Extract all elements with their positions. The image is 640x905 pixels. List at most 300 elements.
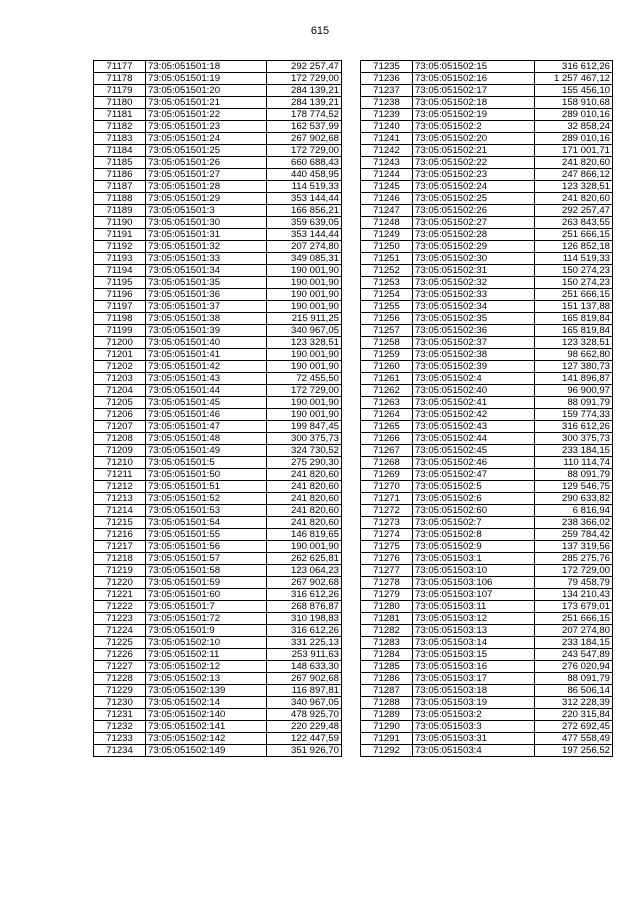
table-row: [94, 625, 342, 637]
value-cell: 247 866,12: [535, 169, 613, 181]
cadastral-number-cell: 73:05:051503:18: [413, 685, 535, 697]
cadastral-number-cell: 73:05:051502:141: [146, 721, 267, 733]
row-number-cell: 71199: [94, 325, 146, 337]
row-number-cell: 71241: [361, 133, 413, 145]
table-row: [94, 469, 342, 481]
row-number-cell: 71290: [361, 721, 413, 733]
row-number-cell: 71195: [94, 277, 146, 289]
table-row: [94, 421, 342, 433]
row-number-cell: 71254: [361, 289, 413, 301]
row-number-cell: 71200: [94, 337, 146, 349]
row-number-cell: 71271: [361, 493, 413, 505]
cadastral-number-cell: 73:05:051502:17: [413, 85, 535, 97]
value-cell: 88 091,79: [535, 397, 613, 409]
value-cell: 116 897,81: [267, 685, 342, 697]
cadastral-number-cell: 73:05:051501:24: [146, 133, 267, 145]
cadastral-number-cell: 73:05:051501:23: [146, 121, 267, 133]
value-cell: 190 001,90: [267, 361, 342, 373]
cadastral-number-cell: 73:05:051501:43: [146, 373, 267, 385]
cadastral-number-cell: 73:05:051501:37: [146, 301, 267, 313]
row-number-cell: 71263: [361, 397, 413, 409]
value-cell: 134 210,43: [535, 589, 613, 601]
row-number-cell: 71235: [361, 61, 413, 73]
value-cell: 285 275,76: [535, 553, 613, 565]
cadastral-number-cell: 73:05:051501:9: [146, 625, 267, 637]
value-cell: 126 852,18: [535, 241, 613, 253]
value-cell: 178 774,52: [267, 109, 342, 121]
cadastral-number-cell: 73:05:051502:40: [413, 385, 535, 397]
value-cell: 284 139,21: [267, 97, 342, 109]
row-number-cell: 71268: [361, 457, 413, 469]
row-number-cell: 71264: [361, 409, 413, 421]
value-cell: 660 688,43: [267, 157, 342, 169]
value-cell: 251 666,15: [535, 289, 613, 301]
table-row: [94, 337, 342, 349]
table-row: [361, 733, 613, 745]
cadastral-number-cell: 73:05:051502:41: [413, 397, 535, 409]
table-row: [94, 349, 342, 361]
table-row: [361, 97, 613, 109]
value-cell: 72 455,50: [267, 373, 342, 385]
cadastral-number-cell: 73:05:051503:16: [413, 661, 535, 673]
cadastral-table-right: [360, 60, 613, 757]
table-row: [94, 289, 342, 301]
table-row: [94, 577, 342, 589]
value-cell: 165 819,84: [535, 325, 613, 337]
table-row: [361, 577, 613, 589]
cadastral-number-cell: 73:05:051502:45: [413, 445, 535, 457]
table-row: [361, 385, 613, 397]
value-cell: 238 366,02: [535, 517, 613, 529]
row-number-cell: 71185: [94, 157, 146, 169]
row-number-cell: 71207: [94, 421, 146, 433]
row-number-cell: 71203: [94, 373, 146, 385]
value-cell: 220 229,48: [267, 721, 342, 733]
page-number: 615: [310, 25, 330, 37]
row-number-cell: 71198: [94, 313, 146, 325]
value-cell: 1 257 467,12: [535, 73, 613, 85]
cadastral-number-cell: 73:05:051502:7: [413, 517, 535, 529]
table-row: [361, 193, 613, 205]
row-number-cell: 71234: [94, 745, 146, 757]
cadastral-number-cell: 73:05:051502:8: [413, 529, 535, 541]
table-row: [94, 301, 342, 313]
cadastral-number-cell: 73:05:051501:52: [146, 493, 267, 505]
value-cell: 172 729,00: [267, 385, 342, 397]
row-number-cell: 71181: [94, 109, 146, 121]
table-row: [361, 421, 613, 433]
row-number-cell: 71186: [94, 169, 146, 181]
cadastral-number-cell: 73:05:051502:24: [413, 181, 535, 193]
row-number-cell: 71216: [94, 529, 146, 541]
row-number-cell: 71262: [361, 385, 413, 397]
row-number-cell: 71266: [361, 433, 413, 445]
cadastral-number-cell: 73:05:051503:13: [413, 625, 535, 637]
table-row: [94, 181, 342, 193]
value-cell: 172 729,00: [267, 145, 342, 157]
cadastral-number-cell: 73:05:051501:20: [146, 85, 267, 97]
value-cell: 340 967,05: [267, 325, 342, 337]
row-number-cell: 71190: [94, 217, 146, 229]
table-row: [361, 61, 613, 73]
row-number-cell: 71247: [361, 205, 413, 217]
value-cell: 141 896,87: [535, 373, 613, 385]
value-cell: 150 274,23: [535, 277, 613, 289]
cadastral-number-cell: 73:05:051503:106: [413, 577, 535, 589]
value-cell: 159 774,33: [535, 409, 613, 421]
row-number-cell: 71285: [361, 661, 413, 673]
table-row: [361, 673, 613, 685]
cadastral-number-cell: 73:05:051503:17: [413, 673, 535, 685]
table-row: [361, 709, 613, 721]
row-number-cell: 71269: [361, 469, 413, 481]
row-number-cell: 71244: [361, 169, 413, 181]
cadastral-number-cell: 73:05:051503:11: [413, 601, 535, 613]
table-row: [94, 553, 342, 565]
cadastral-number-cell: 73:05:051501:31: [146, 229, 267, 241]
table-row: [361, 565, 613, 577]
table-row: [361, 541, 613, 553]
row-number-cell: 71251: [361, 253, 413, 265]
row-number-cell: 71282: [361, 625, 413, 637]
value-cell: 172 729,00: [535, 565, 613, 577]
table-row: [361, 433, 613, 445]
cadastral-number-cell: 73:05:051502:13: [146, 673, 267, 685]
row-number-cell: 71191: [94, 229, 146, 241]
table-row: [361, 253, 613, 265]
cadastral-number-cell: 73:05:051501:56: [146, 541, 267, 553]
cadastral-number-cell: 73:05:051503:15: [413, 649, 535, 661]
table-row: [361, 625, 613, 637]
cadastral-number-cell: 73:05:051502:9: [413, 541, 535, 553]
value-cell: 96 900,97: [535, 385, 613, 397]
row-number-cell: 71223: [94, 613, 146, 625]
value-cell: 110 114,74: [535, 457, 613, 469]
table-row: [361, 241, 613, 253]
table-row: [94, 673, 342, 685]
table-row: [361, 481, 613, 493]
value-cell: 241 820,60: [267, 517, 342, 529]
table-row: [361, 337, 613, 349]
value-cell: 207 274,80: [535, 625, 613, 637]
row-number-cell: 71289: [361, 709, 413, 721]
cadastral-number-cell: 73:05:051502:18: [413, 97, 535, 109]
row-number-cell: 71236: [361, 73, 413, 85]
table-row: [94, 217, 342, 229]
row-number-cell: 71215: [94, 517, 146, 529]
value-cell: 477 558,49: [535, 733, 613, 745]
value-cell: 340 967,05: [267, 697, 342, 709]
value-cell: 171 001,71: [535, 145, 613, 157]
value-cell: 290 633,82: [535, 493, 613, 505]
cadastral-number-cell: 73:05:051501:26: [146, 157, 267, 169]
row-number-cell: 71291: [361, 733, 413, 745]
table-row: [361, 409, 613, 421]
cadastral-number-cell: 73:05:051501:55: [146, 529, 267, 541]
value-cell: 316 612,26: [267, 625, 342, 637]
value-cell: 359 639,05: [267, 217, 342, 229]
value-cell: 123 064,23: [267, 565, 342, 577]
cadastral-number-cell: 73:05:051502:140: [146, 709, 267, 721]
row-number-cell: 71259: [361, 349, 413, 361]
value-cell: 478 925,70: [267, 709, 342, 721]
cadastral-number-cell: 73:05:051502:34: [413, 301, 535, 313]
table-row: [94, 661, 342, 673]
cadastral-number-cell: 73:05:051502:29: [413, 241, 535, 253]
row-number-cell: 71229: [94, 685, 146, 697]
value-cell: 243 547,89: [535, 649, 613, 661]
table-row: [361, 145, 613, 157]
row-number-cell: 71246: [361, 193, 413, 205]
table-row: [94, 613, 342, 625]
row-number-cell: 71270: [361, 481, 413, 493]
value-cell: 262 625,81: [267, 553, 342, 565]
row-number-cell: 71265: [361, 421, 413, 433]
row-number-cell: 71188: [94, 193, 146, 205]
value-cell: 284 139,21: [267, 85, 342, 97]
value-cell: 331 225,13: [267, 637, 342, 649]
cadastral-number-cell: 73:05:051502:30: [413, 253, 535, 265]
value-cell: 292 257,47: [267, 61, 342, 73]
value-cell: 199 847,45: [267, 421, 342, 433]
cadastral-number-cell: 73:05:051501:50: [146, 469, 267, 481]
row-number-cell: 71217: [94, 541, 146, 553]
table-row: [361, 85, 613, 97]
cadastral-number-cell: 73:05:051501:5: [146, 457, 267, 469]
cadastral-number-cell: 73:05:051502:26: [413, 205, 535, 217]
value-cell: 316 612,26: [535, 61, 613, 73]
cadastral-number-cell: 73:05:051501:47: [146, 421, 267, 433]
table-row: [94, 565, 342, 577]
value-cell: 241 820,60: [535, 157, 613, 169]
table-row: [94, 745, 342, 757]
cadastral-number-cell: 73:05:051503:107: [413, 589, 535, 601]
row-number-cell: 71180: [94, 97, 146, 109]
value-cell: 233 184,15: [535, 445, 613, 457]
value-cell: 190 001,90: [267, 277, 342, 289]
table-row: [361, 457, 613, 469]
table-row: [94, 205, 342, 217]
table-row: [361, 265, 613, 277]
row-number-cell: 71194: [94, 265, 146, 277]
row-number-cell: 71253: [361, 277, 413, 289]
cadastral-number-cell: 73:05:051502:19: [413, 109, 535, 121]
cadastral-number-cell: 73:05:051501:30: [146, 217, 267, 229]
value-cell: 165 819,84: [535, 313, 613, 325]
cadastral-number-cell: 73:05:051501:42: [146, 361, 267, 373]
cadastral-number-cell: 73:05:051501:25: [146, 145, 267, 157]
table-row: [361, 205, 613, 217]
value-cell: 146 819,65: [267, 529, 342, 541]
value-cell: 316 612,26: [535, 421, 613, 433]
cadastral-number-cell: 73:05:051501:3: [146, 205, 267, 217]
row-number-cell: 71220: [94, 577, 146, 589]
table-row: [361, 529, 613, 541]
cadastral-number-cell: 73:05:051501:19: [146, 73, 267, 85]
table-row: [94, 433, 342, 445]
table-row: [361, 589, 613, 601]
cadastral-number-cell: 73:05:051503:14: [413, 637, 535, 649]
table-row: [361, 109, 613, 121]
value-cell: 155 456,10: [535, 85, 613, 97]
table-row: [94, 73, 342, 85]
cadastral-number-cell: 73:05:051502:25: [413, 193, 535, 205]
table-row: [94, 325, 342, 337]
row-number-cell: 71279: [361, 589, 413, 601]
value-cell: 114 519,33: [535, 253, 613, 265]
value-cell: 123 328,51: [535, 337, 613, 349]
table-row: [361, 637, 613, 649]
value-cell: 190 001,90: [267, 541, 342, 553]
table-row: [94, 457, 342, 469]
cadastral-number-cell: 73:05:051502:44: [413, 433, 535, 445]
row-number-cell: 71242: [361, 145, 413, 157]
cadastral-number-cell: 73:05:051502:23: [413, 169, 535, 181]
cadastral-number-cell: 73:05:051502:4: [413, 373, 535, 385]
cadastral-number-cell: 73:05:051501:7: [146, 601, 267, 613]
table-row: [94, 601, 342, 613]
row-number-cell: 71243: [361, 157, 413, 169]
value-cell: 316 612,26: [267, 589, 342, 601]
row-number-cell: 71224: [94, 625, 146, 637]
value-cell: 114 519,33: [267, 181, 342, 193]
row-number-cell: 71178: [94, 73, 146, 85]
row-number-cell: 71239: [361, 109, 413, 121]
row-number-cell: 71226: [94, 649, 146, 661]
cadastral-number-cell: 73:05:051501:18: [146, 61, 267, 73]
row-number-cell: 71196: [94, 289, 146, 301]
value-cell: 272 692,45: [535, 721, 613, 733]
value-cell: 300 375,73: [535, 433, 613, 445]
value-cell: 215 911,25: [267, 313, 342, 325]
row-number-cell: 71193: [94, 253, 146, 265]
table-row: [94, 265, 342, 277]
cadastral-number-cell: 73:05:051501:57: [146, 553, 267, 565]
value-cell: 190 001,90: [267, 265, 342, 277]
table-row: [361, 121, 613, 133]
row-number-cell: 71212: [94, 481, 146, 493]
row-number-cell: 71260: [361, 361, 413, 373]
value-cell: 300 375,73: [267, 433, 342, 445]
cadastral-number-cell: 73:05:051503:4: [413, 745, 535, 757]
row-number-cell: 71177: [94, 61, 146, 73]
table-row: [361, 217, 613, 229]
row-number-cell: 71232: [94, 721, 146, 733]
row-number-cell: 71256: [361, 313, 413, 325]
cadastral-number-cell: 73:05:051501:59: [146, 577, 267, 589]
cadastral-number-cell: 73:05:051501:45: [146, 397, 267, 409]
cadastral-number-cell: 73:05:051502:15: [413, 61, 535, 73]
row-number-cell: 71179: [94, 85, 146, 97]
value-cell: 241 820,60: [267, 481, 342, 493]
row-number-cell: 71225: [94, 637, 146, 649]
cadastral-number-cell: 73:05:051503:2: [413, 709, 535, 721]
table-row: [94, 385, 342, 397]
cadastral-number-cell: 73:05:051502:39: [413, 361, 535, 373]
cadastral-number-cell: 73:05:051502:27: [413, 217, 535, 229]
row-number-cell: 71205: [94, 397, 146, 409]
row-number-cell: 71275: [361, 541, 413, 553]
table-row: [94, 193, 342, 205]
value-cell: 6 816,94: [535, 505, 613, 517]
cadastral-number-cell: 73:05:051501:29: [146, 193, 267, 205]
value-cell: 289 010,16: [535, 133, 613, 145]
row-number-cell: 71277: [361, 565, 413, 577]
value-cell: 150 274,23: [535, 265, 613, 277]
value-cell: 166 856,21: [267, 205, 342, 217]
value-cell: 353 144,44: [267, 193, 342, 205]
cadastral-number-cell: 73:05:051502:11: [146, 649, 267, 661]
table-row: [361, 157, 613, 169]
table-row: [94, 373, 342, 385]
table-row: [361, 445, 613, 457]
cadastral-number-cell: 73:05:051501:22: [146, 109, 267, 121]
cadastral-number-cell: 73:05:051502:32: [413, 277, 535, 289]
cadastral-number-cell: 73:05:051502:6: [413, 493, 535, 505]
row-number-cell: 71274: [361, 529, 413, 541]
table-row: [94, 697, 342, 709]
value-cell: 241 820,60: [267, 469, 342, 481]
value-cell: 88 091,79: [535, 469, 613, 481]
row-number-cell: 71250: [361, 241, 413, 253]
value-cell: 275 290,30: [267, 457, 342, 469]
table-row: [361, 649, 613, 661]
table-row: [94, 313, 342, 325]
table-row: [94, 529, 342, 541]
table-row: [361, 373, 613, 385]
value-cell: 127 380,73: [535, 361, 613, 373]
row-number-cell: 71240: [361, 121, 413, 133]
value-cell: 241 820,60: [267, 493, 342, 505]
cadastral-number-cell: 73:05:051502:14: [146, 697, 267, 709]
cadastral-number-cell: 73:05:051502:38: [413, 349, 535, 361]
cadastral-number-cell: 73:05:051501:28: [146, 181, 267, 193]
cadastral-number-cell: 73:05:051502:20: [413, 133, 535, 145]
cadastral-number-cell: 73:05:051502:139: [146, 685, 267, 697]
row-number-cell: 71257: [361, 325, 413, 337]
row-number-cell: 71222: [94, 601, 146, 613]
cadastral-number-cell: 73:05:051502:22: [413, 157, 535, 169]
table-row: [361, 397, 613, 409]
table-row: [361, 361, 613, 373]
value-cell: 241 820,60: [267, 505, 342, 517]
cadastral-number-cell: 73:05:051502:149: [146, 745, 267, 757]
row-number-cell: 71292: [361, 745, 413, 757]
table-row: [94, 133, 342, 145]
row-number-cell: 71255: [361, 301, 413, 313]
value-cell: 324 730,52: [267, 445, 342, 457]
row-number-cell: 71288: [361, 697, 413, 709]
row-number-cell: 71287: [361, 685, 413, 697]
value-cell: 162 537,99: [267, 121, 342, 133]
table-row: [94, 505, 342, 517]
table-row: [361, 601, 613, 613]
value-cell: 251 666,15: [535, 613, 613, 625]
table-row: [361, 553, 613, 565]
cadastral-number-cell: 73:05:051501:27: [146, 169, 267, 181]
cadastral-number-cell: 73:05:051501:33: [146, 253, 267, 265]
value-cell: 267 902,68: [267, 673, 342, 685]
cadastral-number-cell: 73:05:051502:36: [413, 325, 535, 337]
row-number-cell: 71183: [94, 133, 146, 145]
value-cell: 137 319,56: [535, 541, 613, 553]
table-row: [94, 409, 342, 421]
cadastral-number-cell: 73:05:051501:21: [146, 97, 267, 109]
row-number-cell: 71184: [94, 145, 146, 157]
row-number-cell: 71182: [94, 121, 146, 133]
value-cell: 173 679,01: [535, 601, 613, 613]
row-number-cell: 71204: [94, 385, 146, 397]
